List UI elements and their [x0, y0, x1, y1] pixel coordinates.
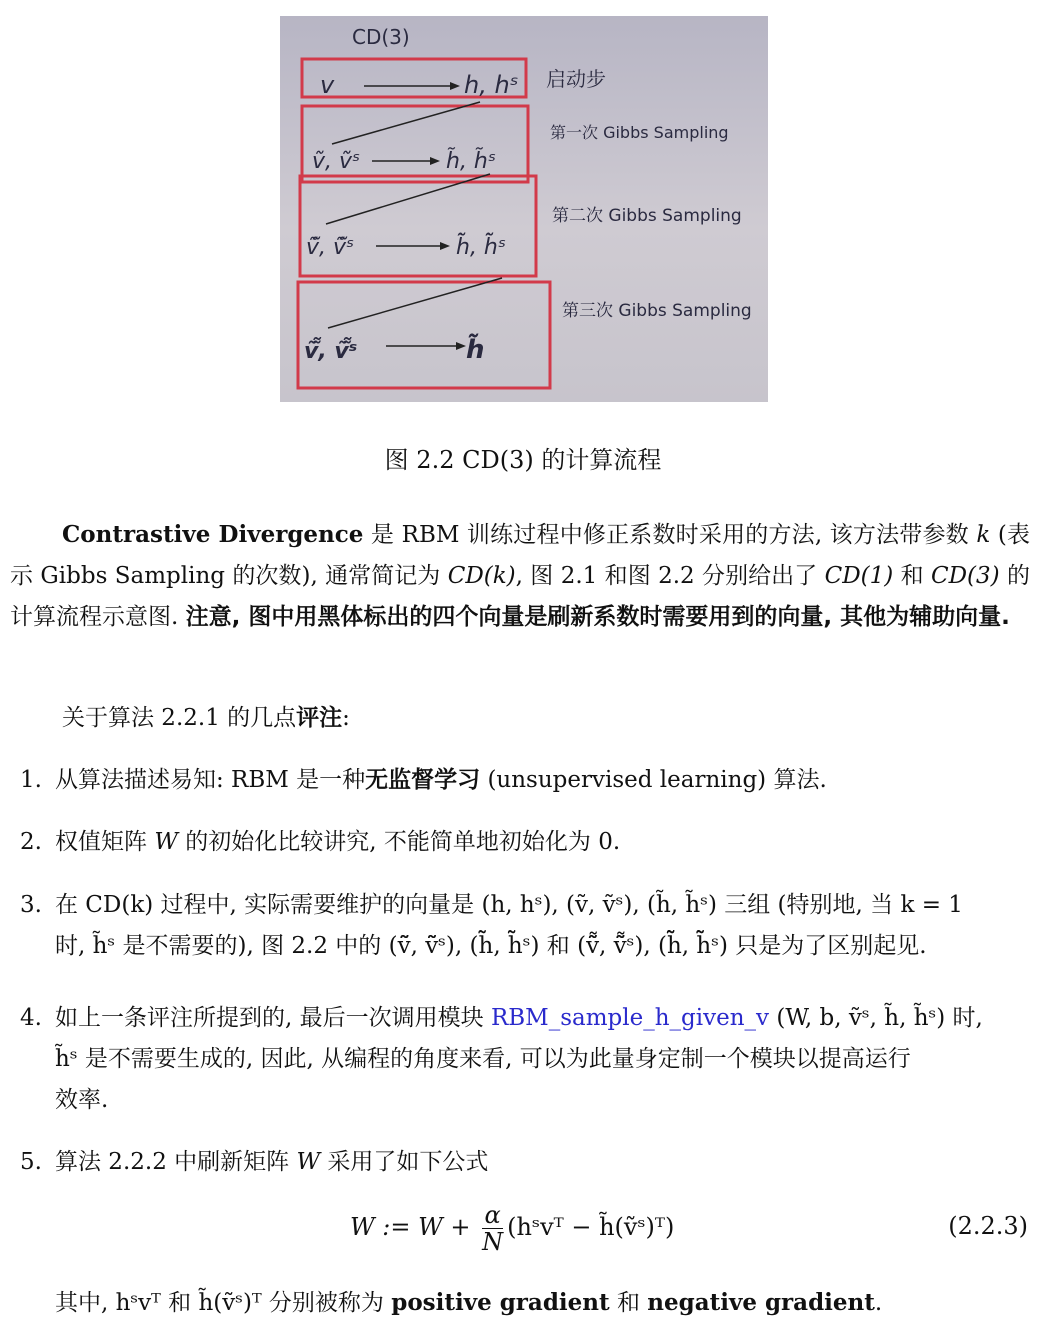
text: 时, h̃ˢ 是不需要的), 图 2.2 中的 (ṽ̃, ṽ̃ˢ), (h̃̃, h̃̃ˢ) 和 (ṽ̃̃, ṽ̃̃ˢ), (h̃̃̃, h̃̃̃ˢ) 只是为了区别起见.	[55, 933, 927, 959]
text: (W, b, ṽˢ, h̃, h̃ˢ) 时,	[769, 1005, 983, 1031]
text: 算法 2.2.2 中刷新矩阵	[55, 1149, 297, 1175]
term-contrastive-divergence: Contrastive Divergence	[62, 521, 364, 548]
negative-gradient: negative gradient	[647, 1289, 875, 1316]
text: 采用了如下公式	[320, 1149, 489, 1175]
row-note: 第三次 Gibbs Sampling	[562, 301, 752, 321]
math-cd1: CD(1)	[824, 563, 894, 589]
box-gibbs-3	[298, 282, 550, 388]
row-left: ṽ, ṽˢ	[312, 149, 361, 174]
math-cd3: CD(3)	[931, 563, 1000, 589]
row-note: 第一次 Gibbs Sampling	[550, 123, 729, 142]
paragraph-remarks	[10, 698, 1030, 739]
row-right: h̃̃̃	[466, 335, 485, 365]
eq-numerator: α	[482, 1202, 503, 1229]
row-right: h, hˢ	[464, 71, 519, 99]
item-number: 5.	[20, 1149, 42, 1175]
math-k: k	[976, 522, 991, 548]
math-cdk: CD(k)	[447, 563, 516, 589]
eq-denominator: N	[482, 1228, 504, 1256]
text: :	[342, 705, 350, 731]
item-number: 4.	[20, 1005, 42, 1031]
row-left: ṽ̃̃, ṽ̃̃ˢ	[304, 339, 358, 364]
eq-rhs: (hˢvᵀ − h̃(ṽˢ)ᵀ)	[507, 1213, 675, 1241]
bold-remark: 评注	[296, 705, 343, 731]
handwritten-diagram	[280, 16, 768, 402]
text: 其中, hˢvᵀ 和 h̃(ṽˢ)ᵀ 分别被称为	[55, 1290, 392, 1316]
text: h̃ˢ 是不需要生成的, 因此, 从编程的角度来看, 可以为此量身定制一个模块以提高运行	[55, 1046, 911, 1072]
item-number: 1.	[20, 767, 42, 793]
eq-lhs: W := W +	[350, 1213, 479, 1241]
row-note: 第二次 Gibbs Sampling	[552, 206, 742, 226]
row-left: v	[320, 71, 335, 99]
arrow-head	[456, 342, 466, 350]
text: 从算法描述易知: RBM 是一种	[55, 767, 366, 793]
arrow-head	[440, 242, 450, 250]
row-right: h̃, h̃ˢ	[446, 149, 497, 174]
text: 效率.	[55, 1087, 109, 1113]
figure-photo	[280, 16, 768, 402]
arrow-back-3	[328, 278, 502, 328]
text: 是 RBM 训练过程中修正系数时采用的方法, 该方法带参数	[363, 522, 977, 548]
arrow-head	[450, 82, 460, 90]
arrow-head	[430, 157, 440, 165]
bold-text: 无监督学习	[365, 767, 481, 793]
text: .	[874, 1290, 883, 1316]
text: 和	[609, 1290, 648, 1316]
module-link[interactable]: RBM_sample_h_given_v	[490, 1005, 770, 1031]
text: 权值矩阵	[55, 829, 155, 855]
text: (unsupervised learning) 算法.	[480, 767, 827, 793]
item-number: 3.	[20, 892, 42, 918]
math-w: W	[296, 1149, 321, 1175]
math-w: W	[154, 829, 178, 855]
photo-label: CD(3)	[352, 25, 410, 49]
fraction	[482, 1202, 503, 1255]
equation-number: (2.2.3)	[948, 1212, 1028, 1240]
item-number: 2.	[20, 829, 42, 855]
text: 关于算法 2.2.1 的几点	[62, 705, 297, 731]
box-gibbs-2	[300, 176, 536, 276]
positive-gradient: positive gradient	[391, 1289, 610, 1316]
text: , 图 2.1 和图 2.2 分别给出了	[515, 563, 825, 589]
bold-note: 注意, 图中用黑体标出的四个向量是刷新系数时需要用到的向量, 其他为辅助向量.	[185, 604, 1010, 630]
text: 的初始化比较讲究, 不能简单地初始化为 0.	[177, 829, 621, 855]
row-note: 启动步	[546, 67, 606, 91]
text: 如上一条评注所提到的, 最后一次调用模块	[55, 1005, 491, 1031]
text: 在 CD(k) 过程中, 实际需要维护的向量是 (h, hˢ), (ṽ, ṽˢ), (h̃, h̃ˢ) 三组 (特别地, 当 k = 1	[55, 892, 963, 918]
text: 和	[893, 563, 932, 589]
text: (表示 Gibbs Sampling 的次数), 通常简记为	[10, 522, 1030, 589]
text: 的计算流程示意图.	[10, 563, 1030, 630]
row-right: h̃̃, h̃̃ˢ	[456, 235, 507, 260]
figure-caption: 图 2.2 CD(3) 的计算流程	[384, 446, 662, 474]
row-left: ṽ̃, ṽ̃ˢ	[306, 235, 355, 260]
arrow-back-1	[332, 102, 480, 144]
paragraph-intro	[10, 514, 1030, 638]
